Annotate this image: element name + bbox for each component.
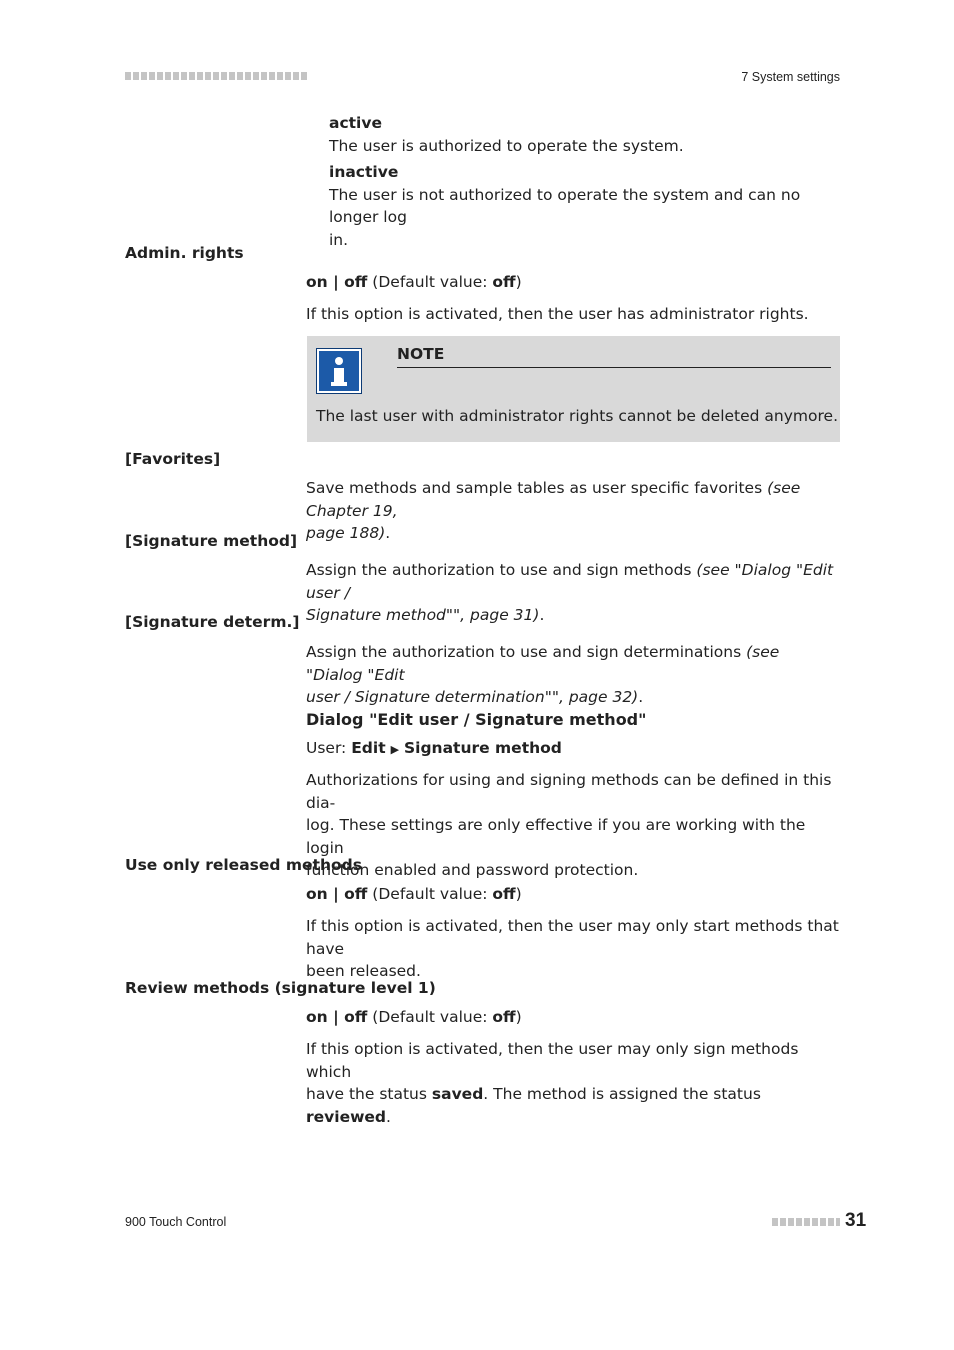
off-option: off: [344, 273, 368, 291]
section-heading: Dialog "Edit user / Signature method": [306, 710, 647, 729]
on-option: on: [306, 273, 328, 291]
on-option: on: [306, 885, 328, 903]
note-box: [307, 336, 840, 442]
default-suffix: ): [515, 1008, 522, 1026]
on-option: on: [306, 1008, 328, 1026]
note-title: NOTE: [397, 345, 445, 363]
dialog-desc-line3: function enabled and password protection.: [306, 861, 639, 879]
favorites-text: Save methods and sample tables as user specific favorites: [306, 479, 768, 497]
admin-rights-description: [306, 303, 840, 326]
period: .: [539, 606, 545, 624]
header-decoration: [125, 72, 307, 80]
default-suffix: ): [515, 273, 522, 291]
signature-determ-reference-link-cont[interactable]: user / Signature determination"", page 32): [306, 688, 639, 706]
period: .: [638, 688, 644, 706]
status-reviewed: reviewed: [306, 1107, 387, 1126]
admin-rights-desc: If this option is activated, then the user has administrator rights.: [306, 305, 809, 323]
use-released-values: [306, 883, 840, 906]
review-methods-description: [306, 1038, 840, 1128]
footer-product: 900 Touch Control: [125, 1215, 227, 1229]
info-icon: [316, 348, 362, 394]
signature-method-text: Assign the authorization to use and sign methods: [306, 561, 697, 579]
use-released-desc-line2: been released.: [306, 962, 421, 980]
dialog-desc-line2: log. These settings are only effective if you are working with the login: [306, 816, 806, 857]
favorites-description: [306, 477, 840, 545]
running-head: 7 System settings: [741, 70, 840, 84]
period: .: [385, 524, 391, 542]
default-value: off: [492, 885, 516, 903]
default-prefix: (Default value:: [367, 1008, 493, 1026]
default-value: off: [492, 1008, 516, 1026]
path-arrow-icon: ▶: [390, 743, 400, 756]
active-description: The user is authorized to operate the system.: [329, 136, 684, 155]
dialog-desc-line1: Authorizations for using and signing methods can be defined in this dia-: [306, 771, 832, 812]
use-released-label: Use only released methods: [125, 856, 362, 874]
inactive-description-line1: The user is not authorized to operate the system and can no longer log: [329, 185, 801, 226]
signature-method-reference-link[interactable]: (see "Dialog "Edit user /: [306, 561, 834, 602]
favorites-label: [Favorites]: [125, 450, 221, 468]
review-desc-text: . The method is assigned the status: [483, 1085, 761, 1103]
path-target: Signature method: [403, 739, 562, 757]
review-methods-label: Review methods (signature level 1): [125, 979, 436, 997]
inactive-description-line2: in.: [329, 230, 349, 249]
signature-determ-description: [306, 641, 840, 709]
review-methods-values: [306, 1006, 840, 1029]
off-option: off: [344, 1008, 368, 1026]
use-released-desc-line1: If this option is activated, then the user may only start methods that have: [306, 917, 839, 958]
signature-method-description: [306, 559, 840, 627]
note-text: The last user with administrator rights cannot be deleted anymore.: [316, 407, 838, 425]
dialog-description: [306, 769, 840, 882]
note-divider: [397, 367, 831, 368]
path-prefix: User:: [306, 739, 352, 757]
signature-determ-label: [Signature determ.]: [125, 613, 300, 631]
dialog-path: [306, 737, 840, 762]
default-prefix: (Default value:: [367, 273, 493, 291]
inactive-label: inactive: [329, 163, 399, 181]
favorites-reference-link[interactable]: (see Chapter 19,: [306, 479, 801, 520]
default-value: off: [492, 273, 516, 291]
admin-rights-label: Admin. rights: [125, 244, 244, 262]
off-option: off: [344, 885, 368, 903]
default-prefix: (Default value:: [367, 885, 493, 903]
use-released-description: [306, 915, 840, 983]
active-label: active: [329, 114, 382, 132]
option-separator: |: [327, 1008, 345, 1026]
period: .: [386, 1107, 391, 1126]
page-number: 31: [845, 1210, 867, 1231]
status-options: [329, 112, 840, 251]
default-suffix: ): [515, 885, 522, 903]
status-saved: saved: [431, 1085, 484, 1103]
signature-determ-reference-link[interactable]: (see "Dialog "Edit: [306, 643, 780, 684]
option-separator: |: [327, 885, 345, 903]
signature-determ-text: Assign the authorization to use and sign determinations: [306, 643, 747, 661]
signature-method-reference-link-cont[interactable]: Signature method"", page 31): [306, 606, 540, 624]
signature-method-label: [Signature method]: [125, 532, 298, 550]
path-edit: Edit: [351, 739, 386, 757]
review-desc-line1: If this option is activated, then the user may only sign methods which: [306, 1040, 799, 1081]
option-separator: |: [327, 273, 345, 291]
favorites-reference-link-cont[interactable]: page 188): [306, 524, 386, 542]
review-desc-text: have the status: [306, 1085, 432, 1103]
admin-rights-values: [306, 271, 840, 294]
footer-decoration: [772, 1218, 840, 1226]
